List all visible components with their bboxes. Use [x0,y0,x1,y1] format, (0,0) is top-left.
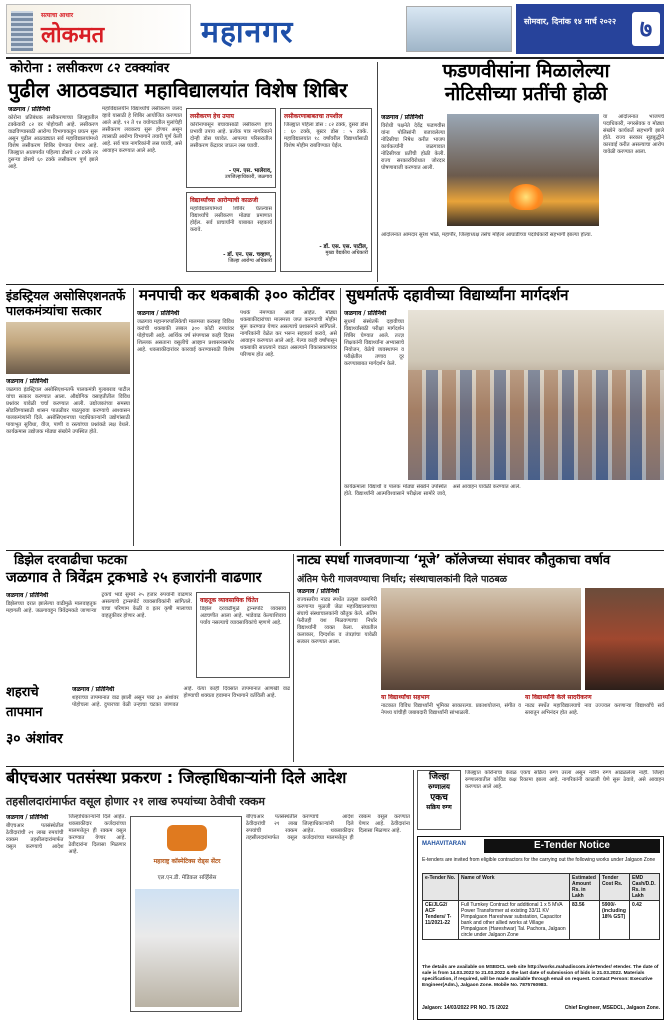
story-headline: पुढील आठवड्यात महाविद्यालयांत विशेष शिबिर [8,78,348,102]
paragraph: महाविद्यालयीन विद्यार्थ्यांचे लसीकरण जलद व्हावे यासाठी हे शिबिर आयोजित करण्यात आले आहे. १२ ते १४ वयोगटातील मुलांचेही लसीकरण लवकरच सुरू होणार असून त्यासाठी आरोग्य विभागाने तयारी पूर्ण केली आहे. सर्व पात्र नागरिकांनी लस घ्यावी, असे आवाहन करण्यात आले आहे. [102,106,182,154]
box-body: कोरोनापासून बचावासाठी लसीकरण हाच प्रभावी उपाय आहे. प्रत्येक पात्र नागरिकाने दोन्ही डोस घ्यावेत. आपल्या परिसरातील लसीकरण केंद्रावर जाऊन लस घ्यावी. [190,122,272,149]
column-rule [133,288,134,546]
box-title: लसीकरणाबाबतचा तपशील [284,113,343,120]
quote-box-2 [186,192,276,272]
ad-title: महाराष्ट्र कॉस्मेटिक्स रोड्स सेंटर [153,858,221,865]
byline: जळगाव / प्रतिनिधी [381,114,424,121]
column-rule [340,288,341,546]
tender-notice [417,836,664,1020]
col-header: Tender Cost Rs. [600,874,630,901]
box-sign: - एम. एस. भालेराव, [228,168,272,174]
story-notice-burning [381,62,664,280]
paragraph: सुधर्मा संस्थेतर्फे दहावीच्या विद्यार्थ्यांसाठी परीक्षा मार्गदर्शन शिबिर घेण्यात आले. तज्ज्ञ शिक्षकांनी विद्यार्थ्यांना अभ्यासाचे नियोजन, वेळेचे व्यवस्थापन व परीक्षेतील तणाव दूर करण्याबाबत मार्गदर्शन केले. [344,319,404,367]
section-rule [6,284,664,285]
byline: जळगाव / प्रतिनिधी [6,378,49,385]
brand-logo [6,4,191,54]
byline: जळगाव / प्रतिनिधी [72,686,115,693]
cell: CE/JLG2/ ACF Tenders/ T-11/2021-22 [423,901,459,940]
section-rule [6,766,664,767]
paragraph: कोरोना प्रतिबंधक लसीकरणाच्या जिल्ह्यातील टक्केवारी ८२ वर पोहोचली आहे. लसीकरण वाढविण्यासाठी आरोग्य विभागाकडून प्रयत्न सुरू असून पुढील आठवड्यात सर्व महाविद्यालयांमध्ये विशेष लसीकरण शिबिर घेण्यात येणार आहे. जिल्ह्यात आतापर्यंत पहिल्या डोसचे ८२ टक्के तर दुसऱ्या डोसचे ६० टक्के लसीकरण पूर्ण झाले आहे. [8,115,98,170]
info-box [196,592,290,678]
col-header: Name of Work [459,874,570,901]
tender-title: E-Tender Notice [484,839,660,853]
student-figures [408,370,664,480]
byline: जळगाव / प्रतिनिधी [8,106,51,113]
story-bhr-society [6,770,410,1020]
masthead-rule [6,57,664,59]
cell: 0.42 [630,901,660,940]
story-subhead: तहसीलदारांमार्फत वसूल होणार २१ लाख रुपयांच्या ठेवीची रक्कम [6,795,265,808]
box-body: जिल्ह्यात पहिला डोस : ८२ टक्के, दुसरा डोस : ६० टक्के, बूस्टर डोस : ५ टक्के. महाविद्यालयांत १८ वर्षांवरील विद्यार्थ्यांसाठी विशेष मोहीम राबविण्यात येईल. [284,122,368,149]
box-body: नाटकात विविध विद्यार्थ्यांनी भूमिका साकारल्या. प्रकाशयोजना, संगीत व नेपथ्य यांचीही जबाबदारी विद्यार्थ्यांनी सांभाळली. [381,703,521,716]
byline: जळगाव / प्रतिनिधी [6,814,49,821]
section-rule [6,550,664,551]
paragraph: या आंदोलनात भाजपचे पदाधिकारी, नगरसेवक व मोठ्या संख्येने कार्यकर्ते सहभागी झाले होते. राज्य सरकार सूडबुद्धीने कारवाई करीत असल्याचा आरोप यावेळी करण्यात आला. [603,114,664,155]
paragraph: बीएचआर पतसंस्थेतील ठेवीदारांची २१ लाख रुपयांची रक्कम तहसीलदारांमार्फत वसूल करण्याचे आदेश जिल्हाधिकाऱ्यांनी दिले आहेत. थकबाकीदार कर्जदारांच्या मालमत्तेतून ही रक्कम वसूल करण्यात येणार आहे. ठेवीदारांना दिलासा मिळणार आहे. [246,814,410,841]
brief-body: जिल्ह्यात कोरोनाचा केवळ एकच सक्रिय रुग्ण उरला असून नवीन रुग्ण आढळलेला नाही. जिल्हा रुग्णालयातील कोविड कक्ष रिकामा झाला आहे. नागरिकांनी काळजी घेणे सुरू ठेवावे, असे आवाहन करण्यात आले आहे. [465,770,664,790]
tender-sign: Chief Engineer, MSEDCL, Jalgaon Zone. [564,1005,660,1011]
story-headline: नोटिसीच्या प्रतींची होळी [444,83,608,105]
story-body [297,588,377,708]
box-title: या विद्यार्थ्यांचा सहभाग [381,694,430,701]
box-title: वाहतूक व्यावसायिक चिंतेत [200,597,259,604]
paragraph: शहराच्या तापमानात वाढ झाली असून पारा ३० अंशांवर पोहोचला आहे. दुपारच्या वेळी उन्हाचा चटका जाणवत आहे. येत्या काही दिवसांत तापमानात आणखी वाढ होण्याची शक्यता हवामान विभागाने वर्तविली आहे. [72,686,290,708]
tender-table [422,873,660,940]
box-title: लसीकरण हेच उपाय [190,113,234,120]
story-kicker: फडणवीसांना मिळालेल्या [442,60,610,82]
byline: जळगाव / प्रतिनिधी [344,310,387,317]
box-body: महाविद्यालयांमध्ये शिबिर घेतल्यास विद्यार्थ्यांचे लसीकरण मोठ्या प्रमाणात होईल. सर्व प्राचार्यांनी याबाबत सहकार्य करावे. [190,206,272,233]
box-sign-title: उपजिल्हाधिकारी, जळगाव [224,174,272,180]
drama-team-photo [381,588,581,690]
cell: 5900/- (including 18% GST) [600,901,630,940]
story-student-guidance [344,288,664,546]
byline: जळगाव / प्रतिनिधी [137,310,180,317]
story-body-2 [102,106,182,276]
story-tax-arrears [137,288,337,546]
box-title: या विद्यार्थ्यांनी केले सादरीकरण [525,694,592,701]
cell: 83.56 [570,901,600,940]
story-body [381,114,445,228]
column-rule [293,554,294,762]
story-headline: जळगाव ते त्रिवेंद्रम ट्रकभाडे २५ हजारांनी वाढणार [6,570,262,586]
paragraph: राज्यस्तरीय नाट्य स्पर्धेत उत्कृष्ट कामगिरी करणाऱ्या मूळजी जेठा महाविद्यालयाच्या संघाचे संस्थाचालकांनी कौतुक केले. अंतिम फेरीतही यश मिळवण्याचा निर्धार विद्यार्थ्यांनी व्यक्त केला. संघातील कलाकार, दिग्दर्शक व तंत्रज्ञांचा यावेळी सत्कार करण्यात आला. [297,597,377,645]
cell: Full Turnkey Contract for additional 1 x 5 MVA Power Transformer at existing 33/11 KV Pimpalgaon Hareshwar substation, Capacitor bank and other allied works at Village Pimpalgaon (Hareshwar) Tal. Pachora, Jalgaon circle under Jalgaon Zone [459,901,570,940]
box-sign-title: मुख्य वैद्यकीय अधिकारी [325,250,368,256]
tender-header-row [423,874,660,901]
story-body [137,310,337,542]
story-body [6,814,126,1018]
box-sign: - डॉ. एस. एस. पाटील, [319,244,368,250]
students-photo [408,310,664,480]
weather-value: ३० अंशांवर [6,731,63,747]
story-body-3 [381,232,599,278]
felicitation-photo [6,322,130,374]
story-headline: बीएचआर पतसंस्था प्रकरण : जिल्हाधिकाऱ्यांनी दिले आदेश [6,768,347,787]
quote-box-3 [280,108,372,272]
story-diesel-truck-fare [6,554,290,680]
paragraph: कार्यक्रमाला विद्यार्थी व पालक मोठ्या संख्येने उपस्थित होते. विद्यार्थ्यांनी आत्मविश्वासाने परीक्षेला सामोरे जावे, असे आवाहन यावेळी करण्यात आले. [344,484,521,497]
paragraph: जळगाव इंडस्ट्रियल असोसिएशनतर्फे पालकमंत्री गुलाबराव पाटील यांचा सत्कार करण्यात आला. औद्योगिक वसाहतीतील विविध प्रश्नांवर यावेळी चर्चा करण्यात आली. उद्योजकांच्या समस्या सोडविण्यासाठी शासन पातळीवर पाठपुरावा करण्याचे आश्वासन पालकमंत्र्यांनी दिले. असोसिएशनच्या पदाधिकाऱ्यांनी उद्योगांसाठी पायाभूत सुविधा, वीज, पाणी व रस्त्यांच्या प्रश्नांकडे लक्ष वेधले. कार्यक्रमास उद्योजक मोठ्या संख्येने उपस्थित होते. [6,387,130,435]
section-title: महानगर [201,15,294,50]
paragraph: जळगाव महानगरपालिकेची मालमत्ता करासह विविध करांची थकबाकी तब्बल ३०० कोटी रुपयांवर पोहोचली आहे. आर्थिक वर्ष संपण्यास काही दिवस शिल्लक असताना वसुलीचे आव्हान प्रशासनासमोर आहे. थकबाकीदारांवर कारवाई करण्यासाठी विशेष पथके नेमण्यात आली आहेत. मोठ्या थकबाकीदारांच्या मालमत्ता जप्त करण्याची मोहीम सुरू करण्यात येणार असल्याचे प्रशासनाने सांगितले. नागरिकांनी वेळेत कर भरून सहकार्य करावे, असे आवाहन करण्यात आले आहे. गेल्या काही वर्षांपासून थकबाकी सातत्याने वाढत असल्याने विकासकामांवर परिणाम होत आहे. [137,310,337,358]
drama-stage-photo [585,588,664,690]
tender-ref: Jalgaon: 14/03/2022 PR NO. 75 /2022 [422,1005,509,1011]
story-body-2 [344,484,664,542]
story-body [8,106,98,276]
brief-title-2: रुग्णालय [428,783,450,792]
story-body [6,378,130,544]
story-body-2 [603,114,664,278]
story-weather [6,684,290,762]
box-body: डिझेल दरवाढीमुळे ट्रान्सपोर्ट व्यवसाय अडचणीत आला आहे. भाडेवाढ केल्याशिवाय पर्याय नसल्याचे व्यावसायिकांचे म्हणणे आहे. [200,606,286,626]
story-kicker: डिझेल दरवाढीचा फटका [14,553,128,568]
masthead-ad [406,6,512,52]
paragraph: बीएचआर पतसंस्थेतील ठेवीदारांची २१ लाख रुपयांची रक्कम तहसीलदारांमार्फत वसूल करण्याचे आदेश जिल्हाधिकाऱ्यांनी दिले आहेत. थकबाकीदार कर्जदारांच्या मालमत्तेतून ही रक्कम वसूल करण्यात येणार आहे. ठेवीदारांना दिलासा मिळणार आहे. [6,814,126,855]
date-band [516,4,664,54]
info-box [381,694,521,760]
brief-label [417,770,461,830]
story-vaccination [6,62,374,280]
weather-label: तापमान [6,705,43,720]
fire-shape [509,184,543,210]
tender-footer: The details are available on MSEDCL web site http://works.mahadiscom.in/eTender/ etender. The date of sale is from 14.03.2022 to 21.03.2022 & the last date of submission of bids is 21.03.2022. Materials specification, if required, will be made available through email on request. Contact Person: Executive Engineer(Adm.), Jalgaon Zone. Mobile No. 7875760983. [422,965,659,988]
ad-building-photo [135,889,239,1007]
box-title: विद्यार्थ्यांच्या आरोग्याची काळजी [190,197,259,204]
page-number: ७ [632,12,660,46]
paragraph: विरोधी पक्षनेते देवेंद्र फडणवीस यांना पोलिसांनी बजावलेल्या नोटिसीचा निषेध करीत भाजप कार्यकर्त्यांनी जळगावात नोटिसीच्या प्रतींची होळी केली. राज्य सरकारविरोधात जोरदार घोषणाबाजी करण्यात आली. [381,123,445,171]
box-body: नाट्य स्पर्धेत महाविद्यालयाचे नाव उज्ज्वल करणाऱ्या विद्यार्थ्यांचे सर्व स्तरातून अभिनंदन होत आहे. [525,703,664,716]
date-text: सोमवार, दिनांक १४ मार्च २०२२ [524,17,617,26]
story-body [344,310,404,470]
ad-subtitle: एल.एन.डी. मेडिकल सर्व्हिसेस [157,875,217,881]
byline: जळगाव / प्रतिनिधी [297,588,340,595]
weather-city: शहराचे [6,685,39,700]
paragraph: आंदोलनात आमदार सुरेश भोळे, महापौर, जिल्हाध्यक्ष तसेच महिला आघाडीच्या पदाधिकारी सहभागी झाल्या होत्या. [381,232,593,238]
box-sign: - डॉ. एन. एस. चव्हाण, [223,252,272,258]
brief-title-1: जिल्हा [429,772,449,782]
story-kicker: कोरोना : लसीकरण ८२ टक्क्यांवर [10,61,170,76]
byline: जळगाव / प्रतिनिधी [6,592,49,599]
brief-title-3: एकच [430,792,448,803]
story-body-2 [246,814,410,1018]
col-header: e-Tender No. [423,874,459,901]
ad-logo [167,825,207,851]
tender-org-logo: MAHAVITARAN [422,841,466,847]
story-industrial-association [6,288,130,546]
brand-tagline: सत्याचा आधार [41,12,74,19]
masthead [6,4,664,54]
table-row [423,901,660,940]
story-headline: इंडस्ट्रियल असोसिएशनतर्फे पालकमंत्र्यांचा सत्कार [6,288,126,318]
info-box-2 [525,694,664,760]
tender-table-wrap [422,873,660,940]
brand-name: लोकमत [41,23,105,48]
story-headline: मनपाची कर थकबाकी ३०० कोटींवर [139,286,335,304]
hospital-ad [130,816,242,1012]
quote-box-1 [186,108,276,188]
col-header: Estimated Amount Rs. in Lakh [570,874,600,901]
box-sign-title: जिल्हा आरोग्य अधिकारी [228,258,272,264]
building-illustration [11,11,33,51]
story-headline: नाट्य स्पर्धा गाजवणाऱ्या ‘मूजे’ कॉलेजच्या संघावर कौतुकाचा वर्षाव [297,553,611,568]
story-subhead: अंतिम फेरी गाजवण्याचा निर्धार; संस्थाचालकांनी दिले पाठबळ [297,574,508,585]
paragraph: डिझेलच्या दरात झालेल्या वाढीमुळे मालवाहतूक महागली आहे. जळगावहून त्रिवेंद्रमकडे जाणाऱ्या ट्रकचे भाडे सुमारे २५ हजार रुपयांनी वाढणार असल्याचे ट्रान्सपोर्ट व्यावसायिकांनी सांगितले. याचा परिणाम केळी व इतर कृषी मालाच्या वाहतुकीवर होणार आहे. [6,592,192,619]
column-rule [377,62,378,282]
brief-title-4: सक्रिय रुग्ण [426,804,452,812]
story-drama-team [297,554,664,762]
story-brief-covid [417,770,664,832]
column-rule [413,770,414,1020]
story-body [6,592,192,678]
col-header: EMD Cash/D.D. Rs. in Lakh [630,874,660,901]
story-headline: सुधर्मातर्फे दहावीच्या विद्यार्थ्यांना मार्गदर्शन [346,286,569,304]
protest-photo [447,114,599,226]
tender-intro: E-tenders are invited from eligible contractors for the carrying out the following works under Jalgaon Zone [422,857,656,863]
story-body [72,686,290,760]
